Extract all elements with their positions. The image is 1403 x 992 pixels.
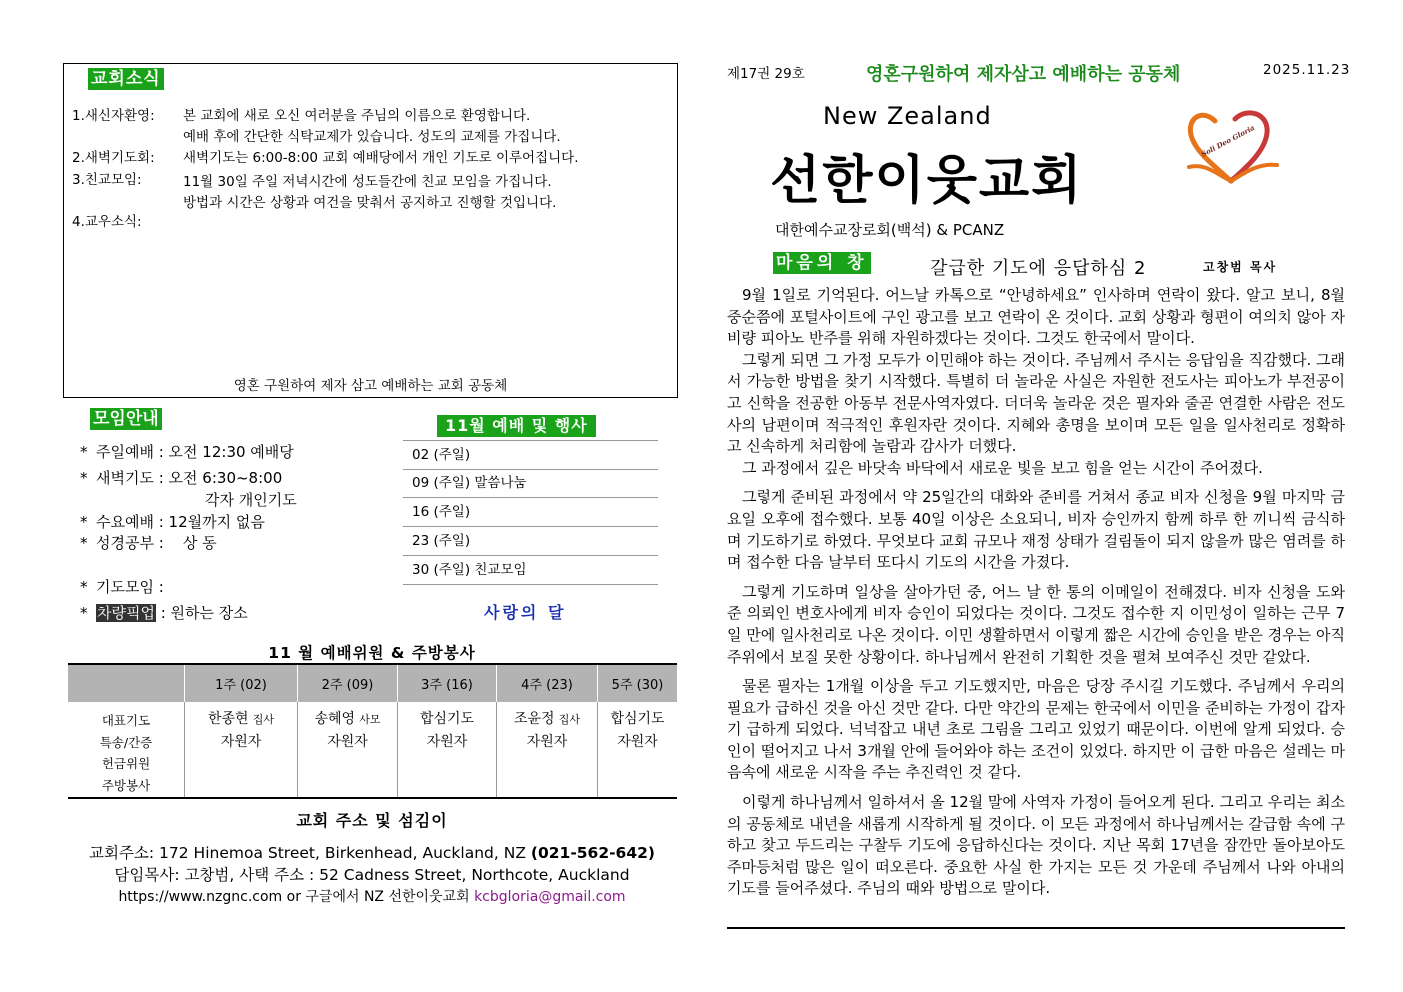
event-row: 02 (주일): [403, 440, 658, 470]
service-table: [68, 663, 677, 799]
address-title: 교회 주소 및 섬김이: [296, 811, 448, 830]
news-motto: 영혼 구원하여 제자 삼고 예배하는 교회 공동체: [233, 378, 508, 394]
roles-cell: 대표기도 특송/간증 헌금위원 주방봉사: [68, 702, 185, 798]
logo-text: Soli Deo Gloria: [1199, 122, 1257, 159]
news-line: 예배 후에 간단한 식탁교제가 있습니다. 성도의 교제를 가집니다.: [183, 129, 561, 145]
header-cell: 5주 (30): [598, 664, 678, 702]
news-line: 방법과 시간은 상황과 여건을 맞춰서 공지하고 진행할 것입니다.: [183, 195, 557, 211]
country-label: New Zealand: [823, 102, 992, 130]
header-cell: 4주 (23): [497, 664, 598, 702]
event-row: 16 (주일): [403, 498, 658, 527]
news-key: 1.새신자환영:: [72, 108, 155, 124]
church-news-title: 교회소식: [88, 68, 164, 90]
month-theme: 사랑의 달: [484, 603, 567, 622]
header-cell: 3주 (16): [398, 664, 497, 702]
news-line: 11월 30일 주일 저녁시간에 성도들간에 친교 모임을 가집니다.: [183, 174, 552, 190]
service-table-header: [68, 664, 677, 702]
meeting-item: * 주일예배 : 오전 12:30 예배당: [80, 443, 294, 461]
meeting-item: * 수요예배 : 12월까지 없음: [80, 513, 265, 531]
column-label: 마음의 창: [773, 252, 871, 274]
news-key: 2.새벽기도회:: [72, 150, 155, 166]
sermon-paragraph: 그 과정에서 깊은 바닷속 바닥에서 새로운 빛을 보고 힘을 얻는 시간이 주어졌다.: [742, 458, 1263, 477]
news-key: 4.교우소식:: [72, 214, 142, 230]
email-link[interactable]: kcbgloria@gmail.com: [474, 889, 626, 905]
meetings-title: 모임안내: [90, 408, 162, 430]
sermon-body: [727, 285, 1345, 900]
event-row: 30 (주일) 친교모임: [403, 556, 658, 585]
meeting-item: * 기도모임 :: [80, 578, 164, 596]
issue-date: 2025.11.23: [1263, 62, 1351, 78]
sermon-title: 갈급한 기도에 응답하심 2: [930, 258, 1147, 279]
contact-line: https://www.nzgnc.com or 구글에서 NZ 선한이웃교회 kcbgloria@gmail.com: [118, 889, 626, 905]
week-cell: 합심기도 자원자: [398, 702, 497, 798]
pastor-address: 담임목사: 고창범, 사택 주소 : 52 Cadness Street, Northcote, Auckland: [114, 866, 630, 884]
header-cell: 1주 (02): [185, 664, 298, 702]
week-cell: 한종현 집사 자원자: [185, 702, 298, 798]
news-key: 3.친교모임:: [72, 172, 142, 188]
denomination: 대한예수교장로회(백석) & PCANZ: [775, 221, 1005, 239]
header-cell: [68, 664, 185, 702]
phone-number: (021-562-642): [530, 844, 655, 862]
sermon-paragraph: 그렇게 준비된 과정에서 약 25일간의 대화와 준비를 거쳐서 종교 비자 신청을 9월 마지막 금요일 오후에 접수했다. 보통 40일 이상은 소요되니, 비자 승인까지 함께 하루 한 끼니씩 금식하며 기도하기로 하였다. 무엇보다 교회 규모나 재정 상태가 걸림돌이 되지 않을까 많은 염려를 하며 접수한 다음 날부터 또다시 기도의 시간을 가졌다.: [727, 488, 1345, 572]
meeting-item: * 새벽기도 : 오전 6:30~8:00: [80, 469, 283, 487]
sermon-paragraph: 9월 1일로 기억된다. 어느날 카톡으로 “안녕하세요” 인사하며 연락이 왔다. 알고 보니, 8월 중순쯤에 포털사이트에 구인 광고를 보고 연락이 온 것이다. 교회 상황과 형편이 여의치 않아 자비량 피아노 반주를 위해 자원하겠다는 것이다. 그것도 한국에서 말이다.: [727, 286, 1345, 348]
meeting-sub: 각자 개인기도: [205, 491, 297, 509]
sermon-author: 고창범 목사: [1203, 260, 1278, 274]
news-line: 새벽기도는 6:00-8:00 교회 예배당에서 개인 기도로 이루어집니다.: [183, 150, 579, 166]
church-address: 교회주소: 172 Hinemoa Street, Birkenhead, Auckland, NZ (021-562-642): [89, 844, 655, 862]
sermon-paragraph: 물론 필자는 1개월 이상을 두고 기도했지만, 마음은 당장 주시길 기도했다. 주님께서 우리의 필요가 급하신 것을 아신 것만 같다. 다만 약간의 문제는 한국에서 이민을 준비하는 가정이 갑자기 급하게 되었다. 넉넉잡고 내년 초로 그림을 그리고 있었기 때문이다. 이번에 알게 되었다. 승인이 떨어지고 나서 3개월 안에 들어와야 하는 조건이 있었다. 하지만 이 급한 마음은 설레는 마음속에 새로운 시작을 주는 추진력인 것 같다.: [727, 677, 1345, 782]
bottom-divider: [727, 927, 1345, 929]
volume-number: 제17권 29호: [727, 66, 805, 82]
meeting-item: * 차량픽업 : 원하는 장소: [80, 604, 248, 622]
header-cell: 2주 (09): [298, 664, 398, 702]
service-table-title: 11 월 예배위원 & 주방봉사: [268, 644, 476, 662]
event-row: 09 (주일) 말씀나눔: [403, 469, 658, 498]
week-cell: 조윤정 집사 자원자: [497, 702, 598, 798]
service-table-row: [68, 702, 677, 798]
website-link[interactable]: https://www.nzgnc.com: [118, 889, 283, 905]
meeting-item: * 성경공부 : 상 동: [80, 534, 217, 552]
news-line: 본 교회에 새로 오신 여러분을 주님의 이름으로 환영합니다.: [183, 108, 531, 124]
church-slogan: 영혼구원하여 제자삼고 예배하는 공동체: [866, 64, 1181, 85]
events-title: 11월 예배 및 행사: [437, 415, 596, 437]
sermon-paragraph: 그렇게 되면 그 가정 모두가 이민해야 하는 것이다. 주님께서 주시는 응답임을 직감했다. 그래서 가능한 방법을 찾기 시작했다. 특별히 더 놀라운 사실은 자원한 전도사는 피아노가 부전공이고 신학을 전공한 아동부 전문사역자였다. 더더욱 놀라운 것은 필자와 줄곧 연결한 사람은 전도사의 남편이며 적극적인 후원자란 것이다. 지혜와 총명을 보이며 모든 일을 일사천리로 정확하고 신속하게 처리함에 놀람과 감사가 더했다.: [727, 350, 1345, 456]
pickup-highlight: 차량픽업: [97, 604, 155, 622]
church-name: 선한이웃교회: [770, 151, 1084, 211]
event-row: 23 (주일): [403, 527, 658, 556]
sermon-paragraph: 그렇게 기도하며 일상을 살아가던 중, 어느 날 한 통의 이메일이 전해졌다. 비자 신청을 도와준 의뢰인 변호사에게 비자 승인이 되었다는 것이다. 그것도 접수한 지 이민성이 일하는 근무 7일 만에 일사천리로 나온 것이다. 이민 생활하면서 이렇게 짧은 시간에 승인을 받은 경우는 아직 주위에서 보질 못한 상황이다. 하나님께서 완전히 기획한 것을 펼쳐 보여주신 것만 같았다.: [727, 582, 1345, 666]
sermon-paragraph: 이렇게 하나님께서 일하셔서 올 12월 말에 사역자 가정이 들어오게 된다. 그리고 우리는 최소의 공동체로 내년을 새롭게 시작하게 될 것이다. 이 모든 과정에서 하나님께서는 갈급함 속에 구하고 찾고 두드리는 구찰두 기도에 응답하신다는 것이다. 지난 목회 17년을 잠깐만 돌아보아도 주마등처럼 많은 일이 떠오른다. 중요한 사실 한 가지는 모든 것 가운데 주님께서 나와 아내의 기도를 들어주셨다. 주님의 때와 방법으로 말이다.: [727, 793, 1345, 898]
heart-hands-logo-icon: [1185, 107, 1280, 187]
week-cell: 합심기도 자원자: [598, 702, 678, 798]
week-cell: 송혜영 사모 자원자: [298, 702, 398, 798]
